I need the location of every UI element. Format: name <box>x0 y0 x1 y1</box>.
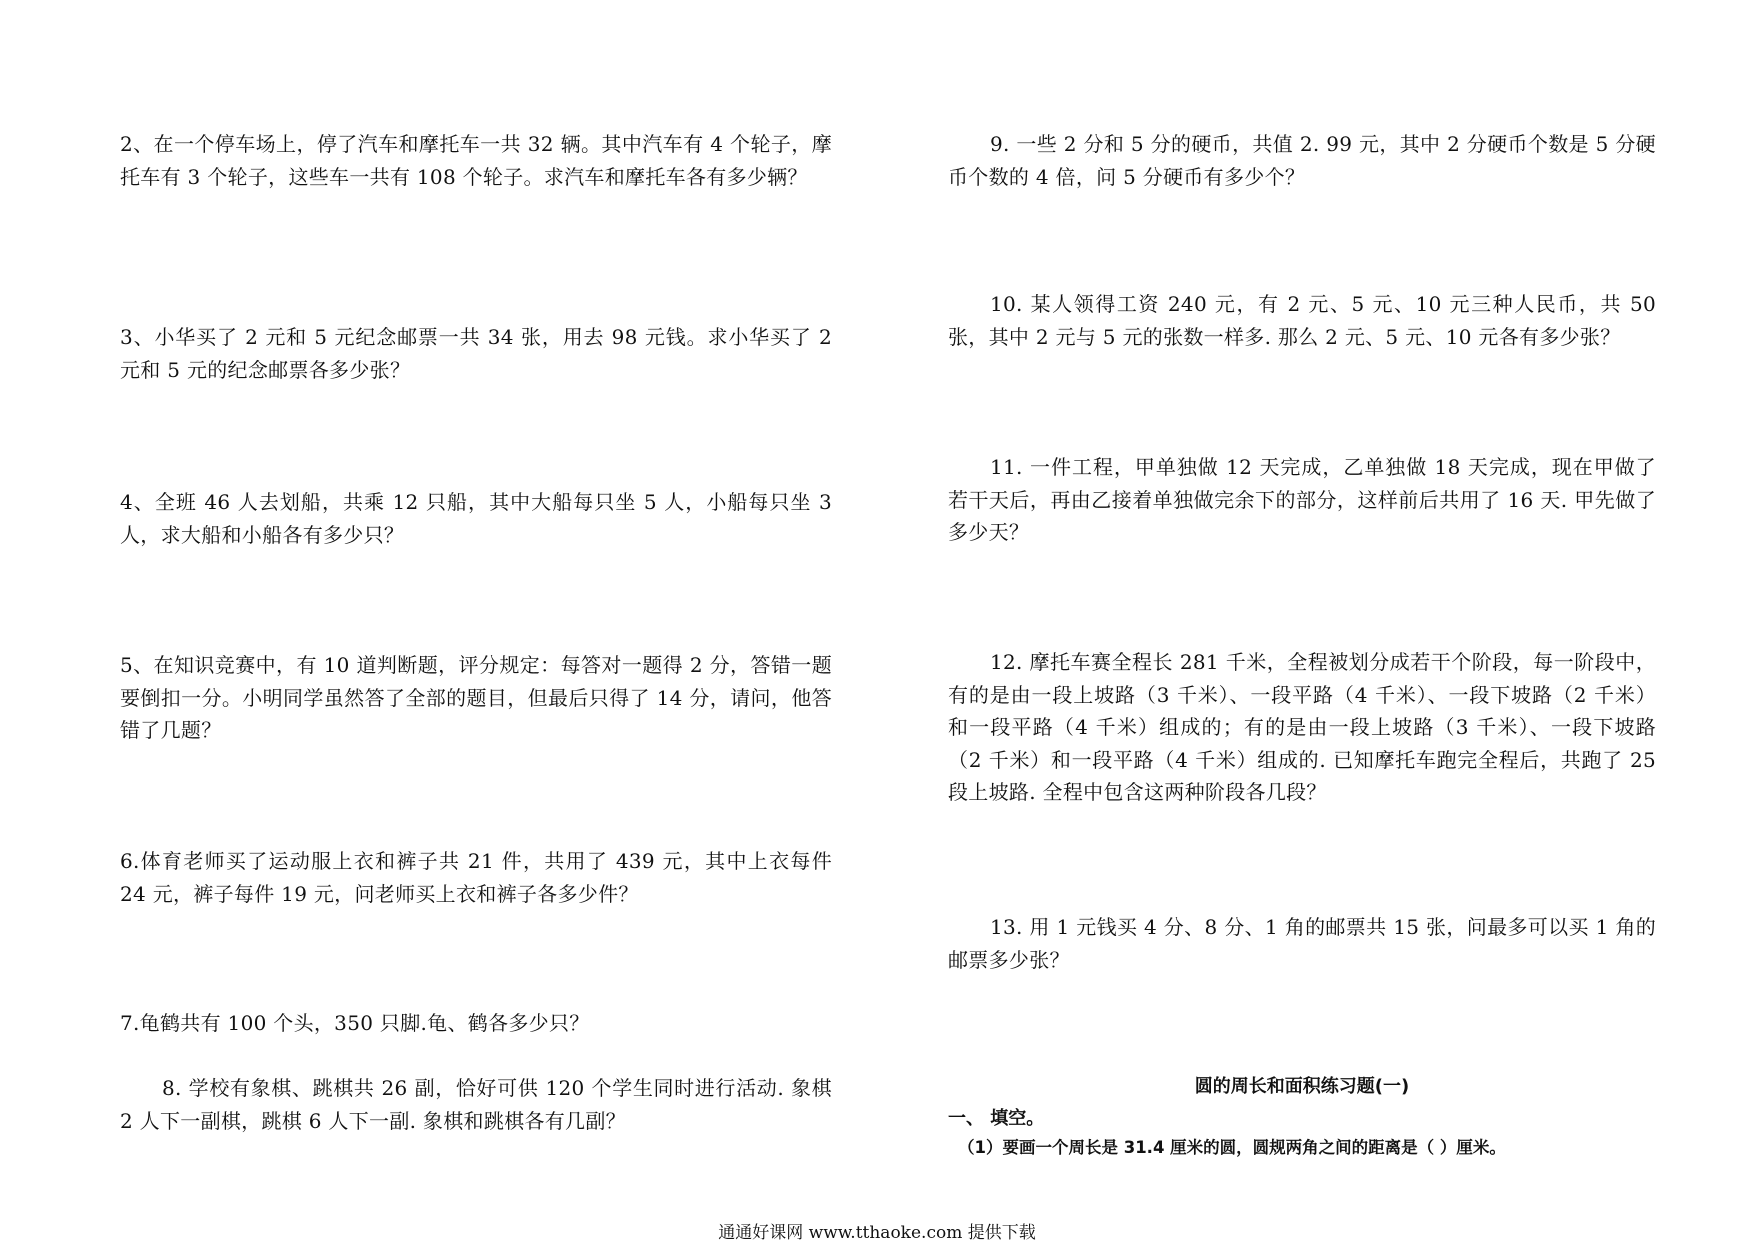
question-6: 6.体育老师买了运动服上衣和裤子共 21 件，共用了 439 元，其中上衣每件 24 元，裤子每件 19 元，问老师买上衣和裤子各多少件？ <box>120 849 832 906</box>
question-3: 3、小华买了 2 元和 5 元纪念邮票一共 34 张，用去 98 元钱。求小华买了 2 元和 5 元的纪念邮票各多少张？ <box>120 325 832 382</box>
question-12: 12. 摩托车赛全程长 281 千米，全程被划分成若干个阶段，每一阶段中，有的是由一段上坡路（3 千米）、一段平路（4 千米）、一段下坡路（2 千米）和一段平路（4 千米）组成的；有的是由一段上坡路（3 千米）、一段下坡路（2 千米）和一段平路（4 千米）组成的. 已知摩托车跑完全程后，共跑了 25 段上坡路. 全程中包含这两种阶段各几段？ <box>948 650 1656 804</box>
question-4: 4、全班 46 人去划船，共乘 12 只船，其中大船每只坐 5 人，小船每只坐 3 人，求大船和小船各有多少只？ <box>120 490 832 547</box>
question-11: 11. 一件工程，甲单独做 12 天完成，乙单独做 18 天完成，现在甲做了若干天后，再由乙接着单独做完余下的部分，这样前后共用了 16 天. 甲先做了多少天？ <box>948 455 1656 544</box>
question-5: 5、在知识竞赛中，有 10 道判断题，评分规定：每答对一题得 2 分，答错一题要倒扣一分。小明同学虽然答了全部的题目，但最后只得了 14 分，请问，他答错了几题？ <box>120 653 832 742</box>
section-title: 圆的周长和面积练习题(一) <box>1194 1076 1410 1097</box>
question-13: 13. 用 1 元钱买 4 分、8 分、1 角的邮票共 15 张，问最多可以买 1 角的邮票多少张？ <box>948 915 1656 972</box>
question-9: 9. 一些 2 分和 5 分的硬币，共值 2. 99 元，其中 2 分硬币个数是 5 分硬币个数的 4 倍，问 5 分硬币有多少个？ <box>948 132 1656 189</box>
question-8: 8. 学校有象棋、跳棋共 26 副，恰好可供 120 个学生同时进行活动. 象棋 2 人下一副棋，跳棋 6 人下一副. 象棋和跳棋各有几副？ <box>120 1076 832 1133</box>
question-10: 10. 某人领得工资 240 元，有 2 元、5 元、10 元三种人民币，共 50 张，其中 2 元与 5 元的张数一样多. 那么 2 元、5 元、10 元各有多少张？ <box>948 292 1656 349</box>
footer-credit: 通通好课网 www.tthaoke.com 提供下载 <box>718 1223 1036 1243</box>
fill-in-question-1: （1）要画一个周长是 31.4 厘米的圆，圆规两角之间的距离是（ ）厘米。 <box>958 1138 1506 1157</box>
fill-in-heading: 一、 填空。 <box>948 1108 1045 1129</box>
question-2: 2、在一个停车场上，停了汽车和摩托车一共 32 辆。其中汽车有 4 个轮子，摩托车有 3 个轮子，这些车一共有 108 个轮子。求汽车和摩托车各有多少辆？ <box>120 132 832 189</box>
question-7: 7.龟鹤共有 100 个头，350 只脚.龟、鹤各多少只？ <box>120 1011 590 1035</box>
